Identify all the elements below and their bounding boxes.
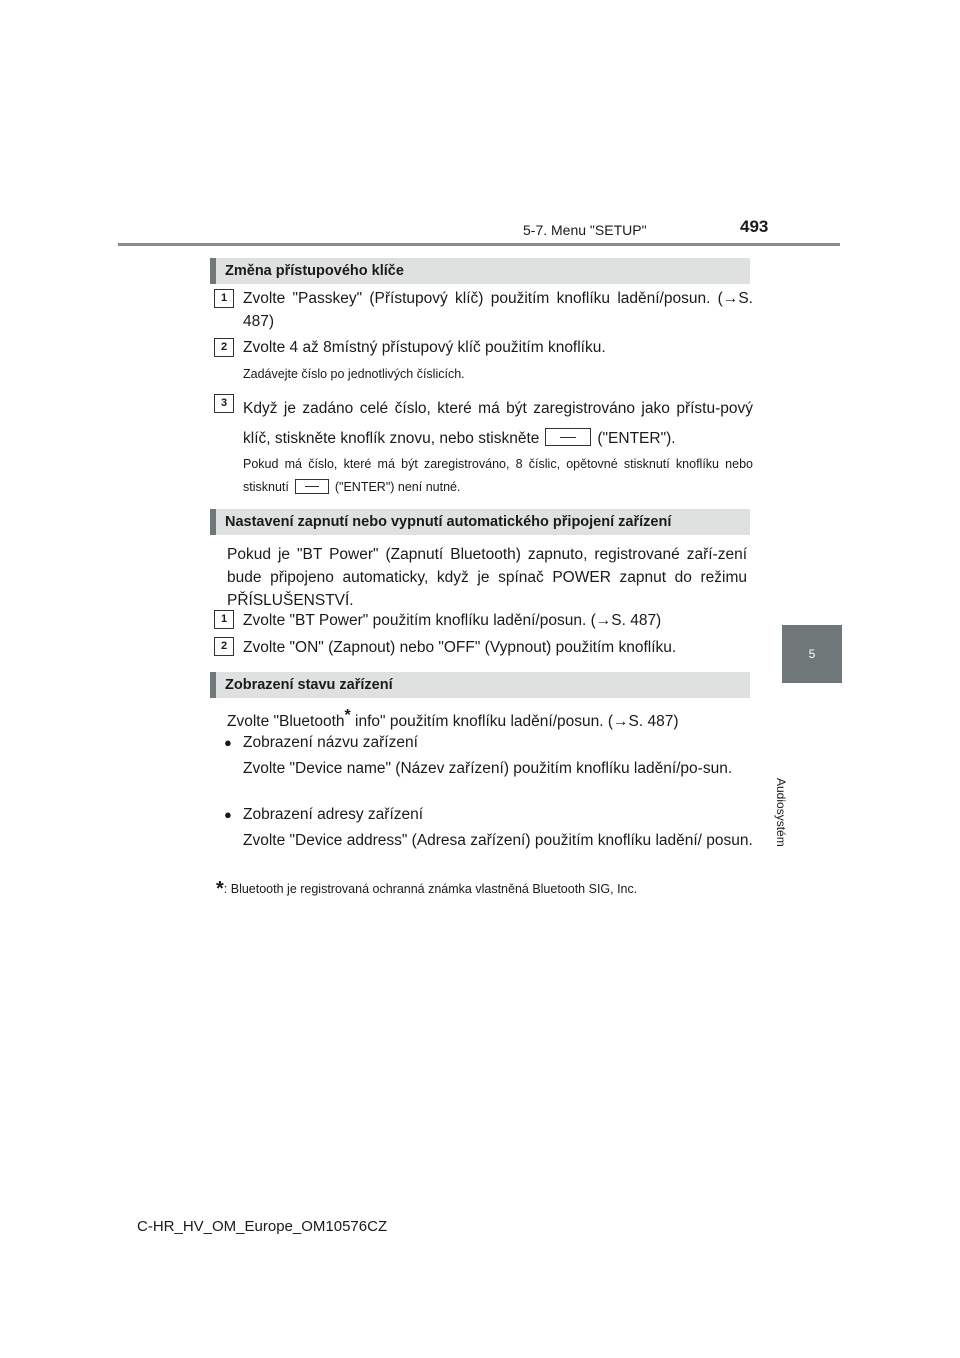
step-text-part: Když je zadáno celé číslo, které má být zaregistrováno jako přístu-pový klíč, stiskněte knoflík znovu, nebo stiskněte (243, 400, 753, 447)
footnote-star-icon: * (216, 878, 224, 900)
chapter-side-label (774, 690, 806, 847)
section-heading-auto-connect: Nastavení zapnutí nebo vypnutí automatického připojení zařízení (210, 509, 750, 535)
step-text: Zvolte "ON" (Zapnout) nebo "OFF" (Vypnout) použitím knoflíku. (243, 639, 677, 656)
section-heading-passkey: Změna přístupového klíče (210, 258, 750, 284)
section-intro: Pokud je "BT Power" (Zapnutí Bluetooth) zapnuto, registrované zaří-zení bude připojeno automaticky, když je spínač POWER zapnut do režimu PŘÍSLUŠENSTVÍ. (227, 546, 747, 609)
footnote-star-icon: * (344, 707, 351, 724)
step-number: 3 (214, 394, 234, 413)
intro-part: S. 487) (628, 713, 679, 731)
arrow-icon: → (595, 612, 612, 629)
step-note-part: Pokud má číslo, které má být zaregistrováno, 8 číslic, opětovné stisknutí knoflíku nebo stisknutí (243, 457, 753, 494)
step-text (243, 394, 753, 454)
step-number: 2 (214, 637, 234, 656)
enter-button-icon (545, 428, 591, 446)
bullet-icon: ● (224, 807, 232, 822)
bullet-icon: ● (224, 735, 232, 750)
step-text-part: Zvolte "BT Power" použitím knoflíku ladění/posun. ( (243, 612, 596, 629)
step-text-part: S. 487) (611, 612, 662, 629)
enter-button-icon (295, 479, 329, 494)
intro-part: Zvolte "Bluetooth (227, 713, 345, 731)
step-number: 1 (214, 610, 234, 629)
step-text-part: S. 487) (243, 290, 753, 330)
step-note: Zadávejte číslo po jednotlivých číslicích. (243, 367, 465, 381)
arrow-icon: → (722, 290, 739, 307)
step-text: Zvolte 4 až 8místný přístupový klíč použitím knoflíku. (243, 339, 606, 356)
step-text (243, 609, 753, 632)
section-intro (227, 704, 747, 733)
bullet-text: Zvolte "Device address" (Adresa zařízení) použitím knoflíku ladění/ posun. (243, 832, 753, 849)
section-heading-device-status: Zobrazení stavu zařízení (210, 672, 750, 698)
step-text-part: Zvolte "Passkey" (Přístupový klíč) použitím knoflíku ladění/posun. ( (243, 290, 723, 307)
intro-part: info" použitím knoflíku ladění/posun. ( (350, 713, 614, 731)
step-number: 1 (214, 289, 234, 308)
step-text-part: ("ENTER"). (597, 430, 676, 447)
chapter-tab (782, 625, 842, 683)
step-note-part: ("ENTER") není nutné. (334, 480, 461, 494)
arrow-icon: → (613, 713, 629, 731)
chapter-number: 5 (808, 647, 816, 661)
running-header-section: 5-7. Menu "SETUP" (523, 222, 647, 238)
step-note (243, 453, 753, 499)
footnote-text: : Bluetooth je registrovaná ochranná známka vlastněná Bluetooth SIG, Inc. (223, 882, 638, 896)
footnote (216, 878, 637, 901)
bullet-title: Zobrazení adresy zařízení (243, 806, 424, 823)
bullet-text: Zvolte "Device name" (Název zařízení) použitím knoflíku ladění/po-sun. (243, 760, 733, 777)
step-number: 2 (214, 338, 234, 357)
chapter-label: Audiosystém (774, 778, 788, 847)
step-text (243, 287, 753, 333)
document-id: C-HR_HV_OM_Europe_OM10576CZ (137, 1218, 388, 1235)
bullet-title: Zobrazení názvu zařízení (243, 734, 418, 751)
page-number: 493 (740, 217, 769, 236)
header-rule (118, 243, 840, 246)
